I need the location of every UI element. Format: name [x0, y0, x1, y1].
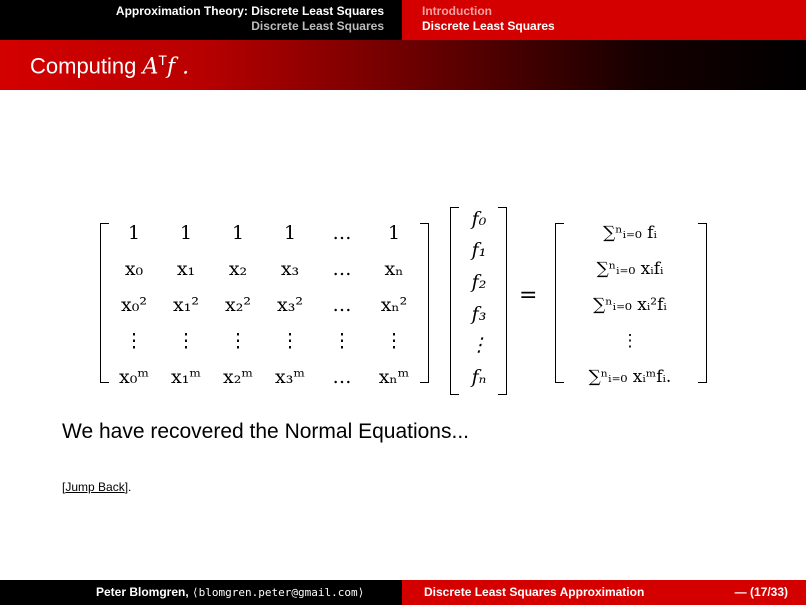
frame-title-prefix: Computing	[30, 53, 143, 79]
matrix-cell: x₁²	[173, 294, 199, 316]
matrix-cell: x₁ᵐ	[171, 366, 201, 388]
matrix-cell: ⋮	[332, 330, 352, 352]
matrix-cell: 1	[283, 222, 297, 244]
matrix-cell: xₙ	[384, 258, 404, 280]
vector-entry: f₂	[471, 271, 487, 294]
vector-entry: f₀	[471, 207, 487, 230]
footer-email: ⟨blomgren.peter@gmail.com⟩	[192, 586, 365, 599]
matrix-cell: 1	[231, 222, 245, 244]
footer-author-name: Peter Blomgren,	[96, 585, 193, 599]
conclusion-text: We have recovered the Normal Equations...	[62, 420, 469, 443]
matrix-cell: x₃ᵐ	[275, 366, 305, 388]
matrix-cell: x₂²	[225, 294, 251, 316]
matrix-cell: 1	[179, 222, 193, 244]
matrix-cell: ⋮	[124, 330, 144, 352]
frame-title	[30, 52, 189, 79]
matrix-cell: …	[332, 258, 352, 280]
nav-introduction-link[interactable]: Introduction	[422, 4, 492, 18]
result-entry: ∑ⁿᵢ₌₀ fᵢ	[603, 223, 657, 243]
result-entry: ∑ⁿᵢ₌₀ xᵢ²fᵢ	[593, 295, 667, 315]
equals-sign: =	[519, 283, 538, 308]
matrix-cell: 1	[387, 222, 401, 244]
matrix-cell: x₂	[228, 258, 248, 280]
matrix-cell: x₁	[176, 258, 196, 280]
matrix-cell: …	[332, 294, 352, 316]
matrix-cell: …	[332, 366, 352, 388]
vector-entry: f₁	[471, 239, 487, 262]
footer-author	[0, 580, 402, 605]
slide-footer	[0, 580, 806, 605]
header-section-nav	[0, 0, 402, 40]
matrix-cell: ⋮	[176, 330, 196, 352]
matrix-cell: ⋮	[384, 330, 404, 352]
matrix-cell: x₃	[280, 258, 300, 280]
frame-title-math: A	[142, 54, 159, 80]
jump-close-bracket: ].	[124, 480, 132, 494]
footer-title: Discrete Least Squares Approximation	[424, 585, 645, 599]
matrix-cell: ⋮	[280, 330, 300, 352]
vector-f	[458, 203, 500, 393]
frame-title-suffix: f .	[166, 54, 190, 80]
footer-info	[402, 580, 806, 605]
jump-open-bracket: [	[62, 480, 66, 494]
header-title-link[interactable]: Approximation Theory: Discrete Least Squares	[115, 4, 384, 18]
header-subtitle-link[interactable]: Discrete Least Squares	[251, 19, 384, 33]
footer-page-number: — (17/33)	[734, 585, 788, 599]
result-vector	[560, 215, 700, 395]
vector-entry: f₃	[471, 302, 487, 325]
jump-back-link[interactable]: Jump Back	[65, 480, 125, 494]
slide-header	[0, 0, 806, 40]
matrix-cell: x₃²	[277, 294, 303, 316]
matrix-cell: xₙᵐ	[378, 366, 410, 388]
matrix-at	[108, 215, 420, 395]
matrix-cell: x₀	[124, 258, 144, 280]
matrix-cell: 1	[127, 222, 141, 244]
result-entry: ⋮	[621, 331, 639, 351]
matrix-right-bracket	[420, 223, 429, 383]
matrix-equation	[0, 195, 806, 405]
vector-entry: fₙ	[471, 366, 487, 389]
vector-entry: ⋮	[469, 334, 489, 357]
result-entry: ∑ⁿᵢ₌₀ xᵢfᵢ	[596, 259, 664, 279]
matrix-cell: ⋮	[228, 330, 248, 352]
matrix-cell: x₀ᵐ	[119, 366, 149, 388]
matrix-cell: xₙ²	[380, 294, 408, 316]
nav-discrete-least-squares-link[interactable]: Discrete Least Squares	[422, 19, 555, 33]
matrix-cell: x₀²	[121, 294, 147, 316]
matrix-cell: …	[332, 222, 352, 244]
header-subsection-nav	[402, 0, 806, 40]
frame-title-bar	[0, 40, 806, 90]
frame-title-sup: T	[158, 52, 167, 68]
matrix-cell: x₂ᵐ	[223, 366, 253, 388]
jump-back	[62, 480, 131, 494]
result-entry: ∑ⁿᵢ₌₀ xᵢᵐfᵢ.	[588, 367, 672, 387]
